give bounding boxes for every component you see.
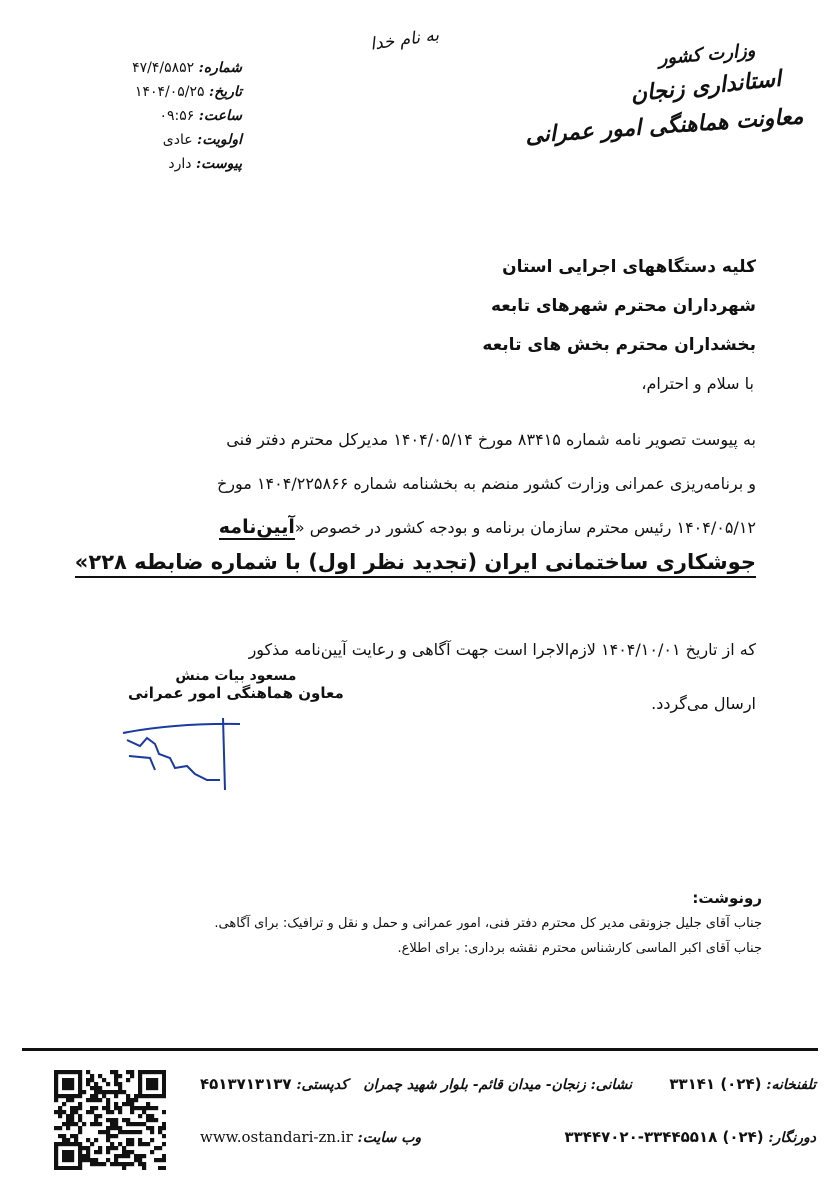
recipient: کلیه دستگاههای اجرایی استان [502,257,756,277]
ministry-name: وزارت کشور [658,39,757,70]
governorate-name: استانداری زنجان [629,65,783,108]
footer-website: وب سایت: www.ostandari-zn.ir [200,1128,422,1146]
footer-phone: تلفنخانه: (۰۲۴) ۳۳۱۴۱ [669,1075,816,1093]
deputy-name: معاونت هماهنگی امور عمرانی [524,103,805,149]
recipients [482,248,756,365]
ministry-letterhead [524,39,805,149]
signature-block [128,668,344,702]
signer-title: معاون هماهنگی امور عمرانی [128,684,344,702]
recipient: شهرداران محترم شهرهای تابعه [490,296,756,316]
meta-number: شماره: ۴۷/۴/۵۸۵۲ [132,60,242,76]
body-line: و برنامه‌ریزی عمرانی وزارت کشور منضم به بخشنامه شماره ۱۴۰۴/۲۲۵۸۶۶ مورخ [216,474,756,493]
body-line: ارسال می‌گردد. [651,694,756,713]
meta-attachment: پیوست: دارد [168,156,242,172]
letter-meta [92,56,242,176]
signer-name: مسعود بیات منش [175,668,297,684]
footer-address: نشانی: زنجان- میدان قائم- بلوار شهید چمران [363,1077,632,1093]
handwritten-signature [115,718,255,798]
recipient: بخشداران محترم بخش های تابعه [482,335,756,355]
meta-date: تاریخ: ۱۴۰۴/۰۵/۲۵ [134,84,242,100]
meta-time: ساعت: ۰۹:۵۶ [159,108,242,124]
cc-heading: رونوشت: [692,889,762,907]
body-line: به پیوست تصویر نامه شماره ۸۳۴۱۵ مورخ ۱۴۰۴/۰۵/۱۴ مدیرکل محترم دفتر فنی [226,430,756,449]
regulation-subject: جوشکاری ساختمانی ایران (تجدید نظر اول) با شماره ضابطه ۲۲۸» [75,550,756,578]
greeting: با سلام و احترام، [641,374,754,393]
body-line: ۱۴۰۴/۰۵/۱۲ رئیس محترم سازمان برنامه و بودجه کشور در خصوص «آیین‌نامه [218,516,756,538]
qr-code-icon [54,1070,166,1170]
body-line: که از تاریخ ۱۴۰۴/۱۰/۰۱ لازم‌الاجرا است جهت آگاهی و رعایت آیین‌نامه مذکور [248,640,756,659]
meta-priority: اولویت: عادی [162,132,242,148]
footer-fax: دورنگار: (۰۲۴) ۳۳۴۴۵۵۱۸-۳۳۴۴۷۰۲۰ [564,1128,816,1146]
cc-item: جناب آقای جلیل جزونقی مدیر کل محترم دفتر فنی، امور عمرانی و حمل و نقل و ترافیک: برای آگاهی. [214,916,762,931]
basmala: به نام خدا [368,25,441,55]
footer-postal: کدپستی: ۴۵۱۳۷۱۳۱۳۷ [200,1075,348,1093]
cc-section [214,886,762,961]
regulation-title-start: آیین‌نامه [218,516,295,538]
cc-item: جناب آقای اکبر الماسی کارشناس محترم نقشه برداری: برای اطلاع. [397,941,762,956]
footer-divider [22,1048,818,1051]
